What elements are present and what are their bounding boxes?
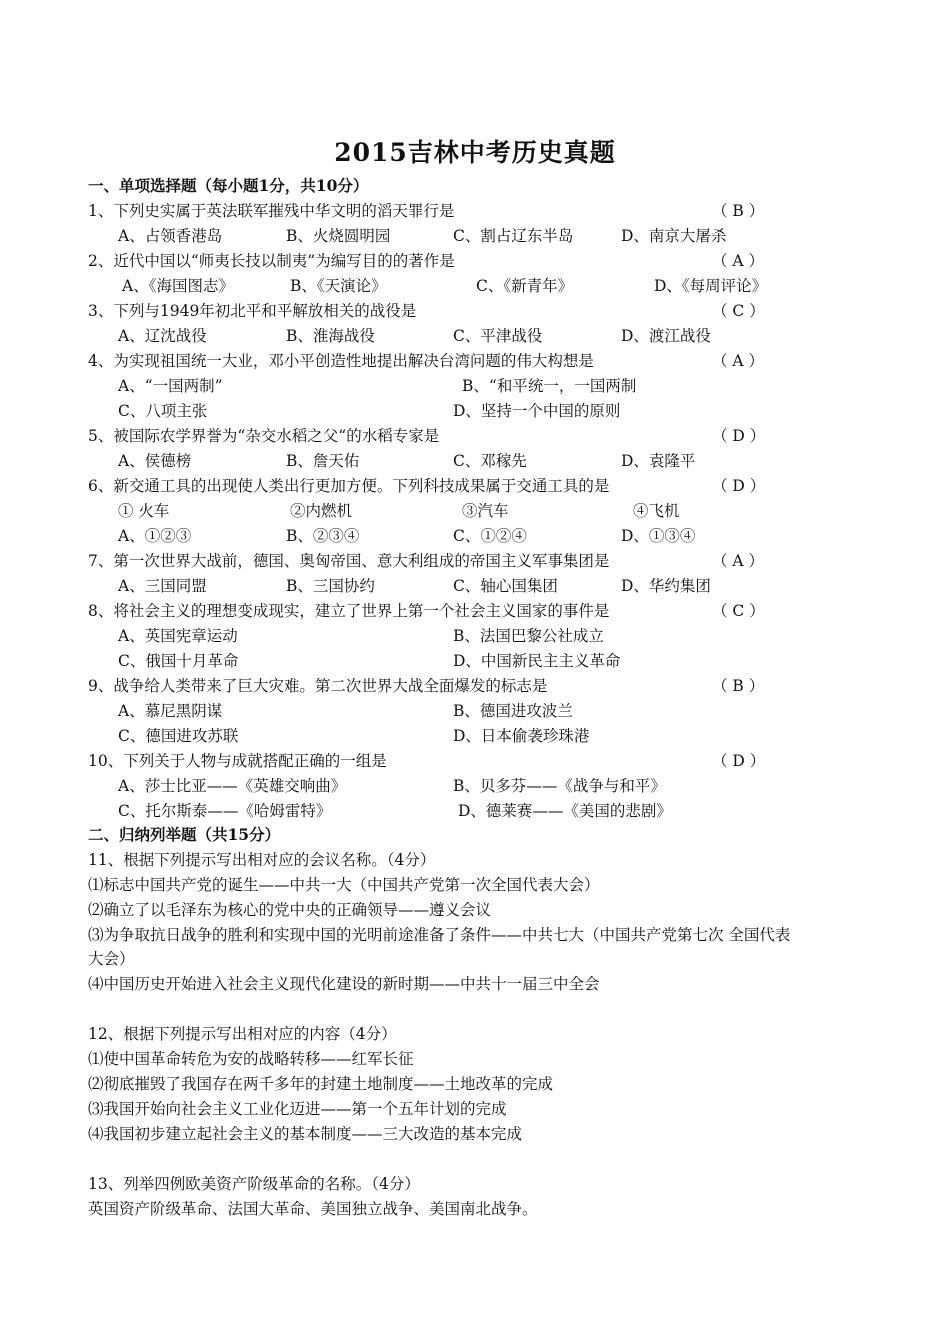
q12-item-2: ⑵彻底摧毁了我国存在两千多年的封建土地制度——土地改革的完成	[88, 1075, 554, 1093]
answer-2: （ A ）	[712, 252, 765, 270]
item-6-3: ③汽车	[462, 502, 509, 520]
option-3d: D、渡江战役	[621, 327, 711, 345]
option-6b: B、②③④	[286, 527, 360, 545]
option-1b: B、火烧圆明园	[286, 227, 391, 245]
answer-5: （ D ）	[712, 427, 766, 445]
option-8b: B、法国巴黎公社成立	[453, 627, 604, 645]
option-5c: C、邓稼先	[453, 452, 527, 470]
option-5a: A、侯德榜	[118, 452, 192, 470]
q11-item-4: ⑷中国历史开始进入社会主义现代化建设的新时期——中共十一届三中全会	[88, 975, 600, 993]
question-11: 11、根据下列提示写出相对应的会议名称。（4分）	[88, 851, 436, 869]
option-6c: C、①②④	[453, 527, 527, 545]
option-9a: A、慕尼黑阴谋	[118, 702, 223, 720]
option-8d: D、中国新民主主义革命	[453, 652, 621, 670]
q12-item-4: ⑷我国初步建立起社会主义的基本制度——三大改造的基本完成	[88, 1125, 523, 1143]
option-10b: B、贝多芬——《战争与和平》	[453, 777, 666, 795]
option-3a: A、辽沈战役	[118, 327, 207, 345]
section2-heading: 二、归纳列举题（共15分）	[88, 825, 281, 844]
item-6-4: ④飞机	[633, 502, 680, 520]
option-3c: C、平津战役	[453, 327, 543, 345]
q11-item-3-cont: 大会）	[88, 950, 135, 968]
option-7c: C、轴心国集团	[453, 577, 558, 595]
option-4d: D、坚持一个中国的原则	[453, 402, 621, 420]
answer-10: （ D ）	[712, 752, 766, 770]
answer-3: （ C ）	[712, 302, 765, 320]
option-6d: D、①③④	[621, 527, 696, 545]
option-4c: C、八项主张	[118, 402, 208, 420]
option-1c: C、割占辽东半岛	[453, 227, 574, 245]
option-2b: B、《天演论》	[290, 277, 387, 295]
option-8a: A、英国宪章运动	[118, 627, 238, 645]
option-10c: C、托尔斯泰——《哈姆雷特》	[118, 802, 332, 820]
question-5: 5、被国际农学界誉为“杂交水稻之父“的水稻专家是	[88, 427, 440, 445]
option-1d: D、南京大屠杀	[621, 227, 727, 245]
answer-6: （ D ）	[712, 477, 766, 495]
answer-1: （ B ）	[712, 202, 765, 220]
option-5b: B、詹天佑	[286, 452, 360, 470]
question-2: 2、近代中国以“师夷长技以制夷”为编写目的的著作是	[88, 252, 455, 270]
option-9c: C、德国进攻苏联	[118, 727, 239, 745]
option-4b: B、“和平统一，一国两制	[462, 377, 637, 395]
answer-9: （ B ）	[712, 677, 765, 695]
question-12: 12、根据下列提示写出相对应的内容（4分）	[88, 1025, 397, 1043]
option-4a: A、“一国两制”	[118, 377, 223, 395]
item-6-1: ① 火车	[118, 502, 170, 520]
page-title: 2015吉林中考历史真题	[334, 138, 616, 167]
q12-item-3: ⑶我国开始向社会主义工业化迈进——第一个五年计划的完成	[88, 1100, 507, 1118]
q11-item-2: ⑵确立了以毛泽东为核心的党中央的正确领导——遵义会议	[88, 901, 492, 919]
option-10a: A、莎士比亚——《英雄交响曲》	[118, 777, 347, 795]
option-2c: C、《新青年》	[476, 277, 574, 295]
question-3: 3、下列与1949年初北平和平解放相关的战役是	[88, 302, 417, 320]
option-5d: D、袁隆平	[621, 452, 696, 470]
option-9d: D、日本偷袭珍珠港	[453, 727, 590, 745]
answer-8: （ C ）	[712, 602, 765, 620]
section1-heading: 一、单项选择题（每小题1分，共10分）	[88, 176, 369, 195]
option-10d: D、德莱赛——《美国的悲剧》	[458, 802, 672, 820]
answer-4: （ A ）	[712, 352, 765, 370]
option-8c: C、俄国十月革命	[118, 652, 239, 670]
q12-item-1: ⑴使中国革命转危为安的战略转移——红军长征	[88, 1050, 414, 1068]
question-10: 10、下列关于人物与成就搭配正确的一组是	[88, 752, 387, 770]
question-1: 1、下列史实属于英法联军摧残中华文明的滔天罪行是	[88, 202, 455, 220]
option-6a: A、①②③	[118, 527, 192, 545]
question-7: 7、第一次世界大战前，德国、奥匈帝国、意大利组成的帝国主义军事集团是	[88, 552, 610, 570]
option-7b: B、三国协约	[286, 577, 375, 595]
question-4: 4、为实现祖国统一大业，邓小平创造性地提出解决台湾问题的伟大构想是	[88, 352, 594, 370]
question-9: 9、战争给人类带来了巨大灾难。第二次世界大战全面爆发的标志是	[88, 677, 548, 695]
question-6: 6、新交通工具的出现使人类出行更加方便。下列科技成果属于交通工具的是	[88, 477, 610, 495]
option-7a: A、三国同盟	[118, 577, 207, 595]
option-9b: B、德国进攻波兰	[453, 702, 573, 720]
option-2d: D、《每周评论》	[654, 277, 768, 295]
option-2a: A、《海国图志》	[122, 277, 234, 295]
q13-answer: 英国资产阶级革命、法国大革命、美国独立战争、美国南北战争。	[88, 1200, 538, 1218]
question-13: 13、列举四例欧美资产阶级革命的名称。（4分）	[88, 1175, 420, 1193]
answer-7: （ A ）	[712, 552, 765, 570]
item-6-2: ②内燃机	[290, 502, 353, 520]
option-3b: B、淮海战役	[286, 327, 375, 345]
option-1a: A、占领香港岛	[118, 227, 223, 245]
q11-item-1: ⑴标志中国共产党的诞生——中共一大（中国共产党第一次全国代表大会）	[88, 876, 600, 894]
q11-item-3: ⑶为争取抗日战争的胜利和实现中国的光明前途准备了条件——中共七大（中国共产党第七次 全国代表	[88, 926, 791, 944]
option-7d: D、华约集团	[621, 577, 711, 595]
question-8: 8、将社会主义的理想变成现实，建立了世界上第一个社会主义国家的事件是	[88, 602, 610, 620]
